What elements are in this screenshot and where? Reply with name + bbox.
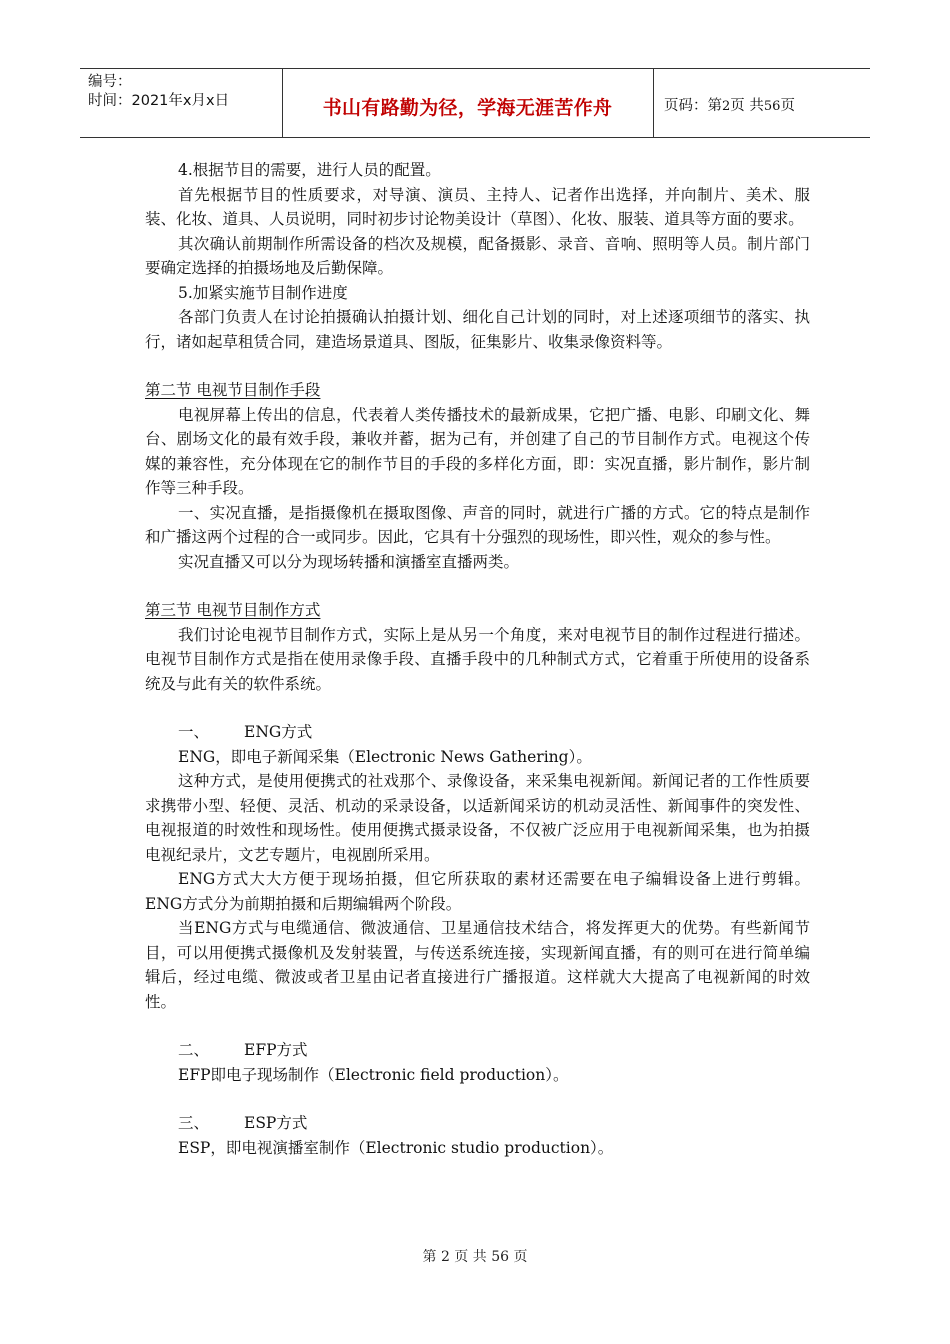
section-heading: 第三节 电视节目制作方式 <box>145 601 321 619</box>
paragraph: 各部门负责人在讨论拍摄确认拍摄计划、细化自己计划的同时，对上述逐项细节的落实、执行，诸如起草租赁合同，建造场景道具、图版，征集影片、收集录像资料等。 <box>145 308 810 351</box>
paragraph: 5.加紧实施节目制作进度 <box>178 283 348 302</box>
paragraph: 4.根据节目的需要，进行人员的配置。 <box>178 161 441 179</box>
paragraph: EFP即电子现场制作（Electronic field production）。 <box>178 1065 569 1084</box>
section-heading: 第二节 电视节目制作手段 <box>145 381 321 399</box>
paragraph: 其次确认前期制作所需设备的档次及规模，配备摄影、录音、音响、照明等人员。制片部门要确定选择的拍摄场地及后勤保障。 <box>145 234 810 277</box>
paragraph: 实况直播又可以分为现场转播和演播室直播两类。 <box>178 552 520 571</box>
header-motto: 书山有路勤为径，学海无涯苦作舟 <box>322 97 613 119</box>
paragraph: ENG方式大大方便于现场拍摄，但它所获取的素材还需要在电子编辑设备上进行剪辑。ENG方式分为前期拍摄和后期编辑两个阶段。 <box>145 870 810 913</box>
page-header <box>80 68 870 138</box>
list-item-heading: 一、 ENG方式 <box>178 723 313 741</box>
paragraph: 当ENG方式与电缆通信、微波通信、卫星通信技术结合，将发挥更大的优势。有些新闻节目，可以用便携式摄像机及发射装置，与传送系统连接，实现新闻直播，有的则可在进行简单编辑后，经过电缆、微波或者卫星由记者直接进行广播报道。这样就大大提高了电视新闻的时效性。 <box>145 919 810 1011</box>
header-divider <box>653 69 654 137</box>
paragraph: 首先根据节目的性质要求，对导演、演员、主持人、记者作出选择，并向制片、美术、服装、化妆、道具、人员说明，同时初步讨论物美设计（草图）、化妆、服装、道具等方面的要求。 <box>145 185 810 228</box>
header-page-number: 页码：第2页 共56页 <box>664 98 795 114</box>
paragraph: 电视屏幕上传出的信息，代表着人类传播技术的最新成果，它把广播、电影、印刷文化、舞台、剧场文化的最有效手段，兼收并蓄，据为己有，并创建了自己的节目制作方式。电视这个传媒的兼容性，充分体现在它的制作节目的手段的多样化方面，即：实况直播，影片制作，影片制作等三种手段。 <box>145 405 810 497</box>
paragraph: 这种方式，是使用便携式的社戏那个、录像设备，来采集电视新闻。新闻记者的工作性质要求携带小型、轻便、灵活、机动的采录设备，以适新闻采访的机动灵活性、新闻事件的突发性、电视报道的时效性和现场性。使用便携式摄录设备，不仅被广泛应用于电视新闻采集，也为拍摄电视纪录片，文艺专题片，电视剧所采用。 <box>145 772 810 864</box>
document-body <box>145 158 810 1160</box>
paragraph: ENG，即电子新闻采集（Electronic News Gathering）。 <box>178 747 592 766</box>
list-item-heading: 三、 ESP方式 <box>178 1114 308 1132</box>
paragraph: ESP，即电视演播室制作（Electronic studio production）。 <box>178 1138 614 1157</box>
paragraph: 我们讨论电视节目制作方式，实际上是从另一个角度，来对电视节目的制作过程进行描述。电视节目制作方式是指在使用录像手段、直播手段中的几种制式方式，它着重于所使用的设备系统及与此有关的软件系统。 <box>145 625 810 693</box>
document-date: 时间：2021年x月x日 <box>88 93 230 109</box>
header-meta <box>88 73 229 111</box>
paragraph: 一、实况直播，是指摄像机在摄取图像、声音的同时，就进行广播的方式。它的特点是制作和广播这两个过程的合一或同步。因此，它具有十分强烈的现场性，即兴性，观众的参与性。 <box>145 503 810 546</box>
document-number-label: 编号： <box>88 74 132 90</box>
page-footer: 第 2 页 共 56 页 <box>422 1249 528 1265</box>
list-item-heading: 二、 EFP方式 <box>178 1041 308 1059</box>
